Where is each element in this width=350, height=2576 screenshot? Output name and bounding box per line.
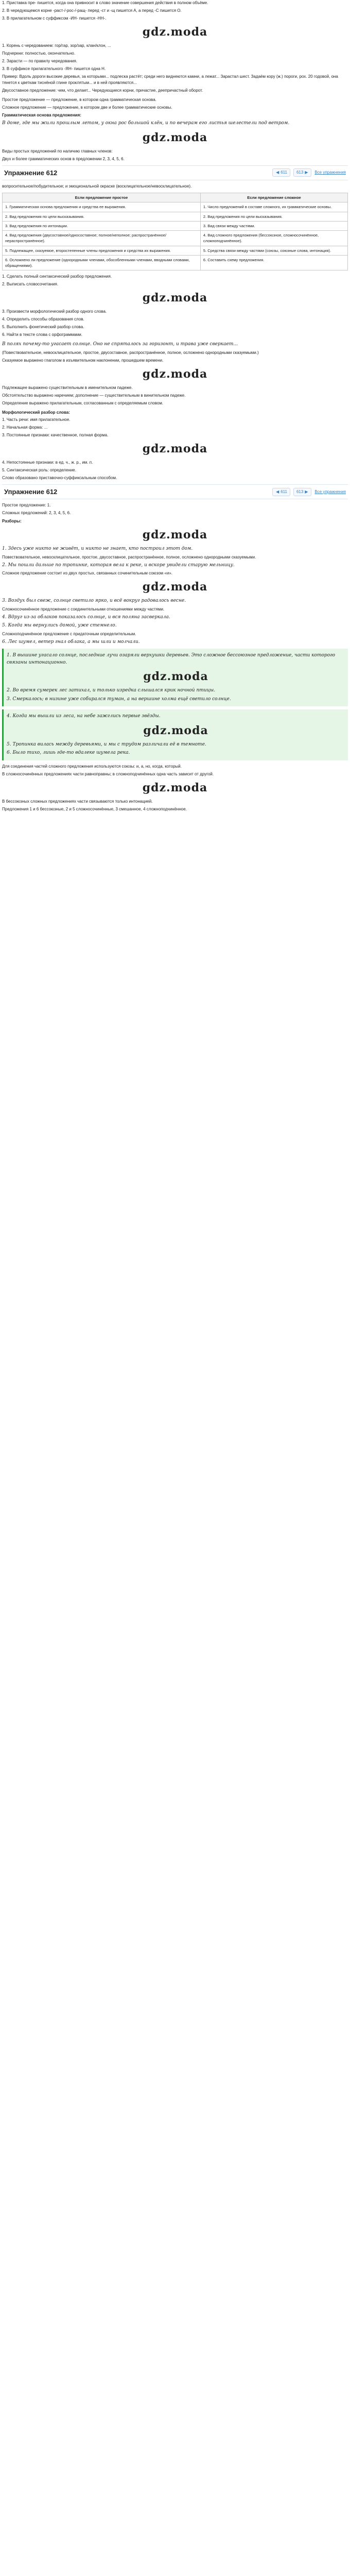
chevron-right-icon: ▶ [305, 489, 308, 494]
table-cell: 3. Вид предложения по интонации. [3, 221, 201, 230]
table-row [3, 202, 348, 212]
exercise-title: Упражнение 612 [4, 487, 58, 496]
analysis-sentence: 1. Здесь уже никто не живёт, и никто не знает, кто построил этот дом. [2, 546, 193, 552]
task-line: 3. Произвести морфологический разбор одного слова. [2, 309, 107, 314]
conclusion [2, 764, 348, 812]
task-line: 1. Сделать полный синтаксический разбор предложения. [2, 274, 112, 279]
morph-line: 4. Непостоянные признаки: в ед. ч., ж. р., им. п. [2, 460, 93, 465]
intro [2, 183, 348, 190]
section-1 [2, 97, 348, 162]
table-row [3, 231, 348, 246]
chevron-left-icon: ◀ [276, 170, 279, 175]
analysis-sentence: 4. Вдруг из-за облаков показалось солнце, и вся поляна засверкала. [2, 614, 170, 620]
task-line: 6. Найти в тексте слова с орфограммами. [2, 332, 82, 337]
watermark: gdz.moda [142, 367, 208, 381]
exercise-header [2, 484, 348, 500]
table-cell: 6. Составить схему предложения. [200, 255, 347, 270]
analysis-sentence: В полях почему-то угасает солнце. Оно не спряталось за горизонт, и трава уже сверкает... [2, 342, 238, 347]
table-header-cell: Если предложение простое [3, 193, 201, 202]
morph-title: Морфологический разбор слова: [2, 410, 71, 415]
page [0, 0, 350, 812]
watermark: gdz.moda [142, 580, 208, 594]
analysis-note: Сложноподчинённое предложение с придаточным определительным. [2, 631, 136, 636]
answer-sentence: 6. Было тихо, лишь где-то вдалеке шумела река. [7, 750, 130, 756]
text-line: 3. В суффиксе прилагательного -ЯН- пишется одна Н. [2, 66, 106, 71]
analysis-sentence: 3. Воздух был свеж, солнце светило ярко, и всё вокруг радовалось весне. [2, 598, 186, 604]
table-cell: 1. Грамматическая основа предложения и средства ее выражения. [3, 202, 201, 212]
tasks [2, 274, 348, 338]
table-header-row [3, 193, 348, 202]
morph-line: 3. Постоянные признаки: качественное, полная форма. [2, 432, 109, 437]
morph-line: 1. Часть речи: имя прилагательное. [2, 417, 71, 422]
task-line: 5. Выполнить фонетический разбор слова. [2, 325, 84, 330]
morph-line: 5. Синтаксическая роль: определение. [2, 467, 76, 472]
exercise-nav [272, 488, 346, 496]
prev-exercise-button[interactable] [272, 168, 290, 177]
task-line: 4. Определить способы образования слов. [2, 317, 84, 322]
text-line: Сложных предложений: 2, 3, 4, 5, 6. [2, 511, 71, 516]
highlighted-answer-block [2, 709, 348, 760]
exercise-title: Упражнение 612 [4, 168, 58, 177]
analysis-note: Сложносочинённое предложение с соединительными отношениями между частями. [2, 606, 165, 612]
table-cell: 3. Вид связи между частями. [200, 221, 347, 230]
watermark: gdz.moda [142, 528, 208, 542]
text-line: 2. В чередующемся корне -раст-/-рос-/-ращ- перед -ст и -щ пишется А, а перед -С пишется О. [2, 8, 182, 13]
top-text [2, 0, 348, 94]
answer-sentence: 5. Тропинка вилась между деревьями, и мы с трудом различали её в темноте. [7, 741, 206, 747]
exercise-nav [272, 168, 346, 177]
all-exercises-link[interactable]: Все упражнения [314, 170, 346, 175]
task-line: 2. Выписать словосочетания. [2, 282, 59, 287]
prev-exercise-button[interactable] [272, 488, 290, 496]
text-line: вопросительное/побудительное; и эмоциональной окраске (восклицательное/невосклицательное). [2, 184, 192, 189]
analysis-sentence: 6. Лес шумел, ветер гнал облака, а мы шли и молчали. [2, 639, 140, 645]
text-line: 3. В прилагательном с суффиксом -ИН- пишется -НН-. [2, 16, 107, 21]
text-line: Для соединения частей сложного предложения используются союзы: и, а, но, когда, который. [2, 764, 182, 769]
analysis-note: Сказуемое выражено глаголом в изъявительном наклонении, прошедшем времени. [2, 358, 164, 363]
analysis-note: Определение выражено прилагательным, согласованным с определяемым словом. [2, 400, 164, 405]
analysis-note: Обстоятельство выражено наречием; дополнение — существительным в винительном падеже. [2, 393, 186, 398]
watermark: gdz.moda [142, 291, 208, 305]
text-line: Двух и более грамматических основ в предложении 2, 3, 4, 5, 6. [2, 156, 125, 161]
text-line: Подчеркни: полностью, окончательно. [2, 51, 76, 56]
watermark: gdz.moda [142, 442, 208, 455]
chevron-right-icon: ▶ [305, 170, 308, 175]
all-exercises-link[interactable]: Все упражнения [314, 489, 346, 494]
table-cell: 5. Средства связи между частями (союзы, союзные слова, интонация). [200, 246, 347, 255]
prev-exercise-label: 611 [281, 170, 287, 175]
text-line: Двусоставное предложение: чем, что делает... Чередующиеся корни, причастие, деепричастный оборот. [2, 88, 203, 93]
table-cell: 4. Вид предложения (двусоставное/односоставное; полное/неполное; распространённое/нераспространённое). [3, 231, 201, 246]
next-exercise-label: 613 [296, 489, 304, 494]
text-line: В бессоюзных сложных предложениях части связываются только интонацией. [2, 799, 153, 804]
table-row [3, 246, 348, 255]
table-cell: 1. Число предложений в составе сложного, их грамматические основы. [200, 202, 347, 212]
table-cell: 2. Вид предложения по цели высказывания. [3, 212, 201, 221]
chevron-left-icon: ◀ [276, 489, 279, 494]
table-header-cell: Если предложение сложное [200, 193, 347, 202]
watermark: gdz.moda [142, 781, 208, 794]
text-line: 2. Зарасти — по правилу чередования. [2, 59, 78, 63]
text-line: Виды простых предложений по наличию главных членов: [2, 148, 113, 154]
analysis-note: (Повествовательное, невосклицательное, простое, двусоставное, распространённое, полное, осложнено однородными сказуемыми.) [2, 350, 259, 355]
table-cell: 5. Подлежащее, сказуемое, второстепенные члены предложения и средства их выражения. [3, 246, 201, 255]
table-cell: 2. Вид предложения по цели высказывания. [200, 212, 347, 221]
analysis-note: Подлежащее выражено существительным в именительном падеже. [2, 385, 133, 390]
text-line: 1. Приставка пре- пишется, когда она привносит в слово значение совершения действия в полном объёме. [2, 1, 208, 5]
table-row [3, 221, 348, 230]
analysis-sentence: 2. Мы пошли дальше по тропинке, которая вела к реке, и вскоре увидели старую мельницу. [2, 562, 235, 568]
answer-sentence: 1. В вышине угасало солнце, последние лучи озаряли верхушки деревьев. Это сложное бессоюзное предложение, части которого связаны интонационно. [7, 653, 336, 665]
example-sentence: В доме, где мы жили прошлым летом, у окна рос большой клён, и по вечерам его листья шелестели под ветром. [2, 121, 290, 126]
text-line: Простое предложение — предложение, в котором одна грамматическая основа. [2, 97, 156, 102]
text-line: Пример: Вдоль дороги высокие деревья, за которыми... подлеска растёт; среди него виднеются камни, а лежат... Зарастал шест. Задаём кору (ж.) пороги, рох. 20 годовой, она тянется к цветкам тиснёной глине проклятым... и в ней проявляются... [2, 74, 338, 85]
morph-analysis [2, 410, 348, 481]
text-line: В сложносочинённых предложениях части равноправны; в сложноподчинённых одна часть зависит от другой. [2, 771, 214, 776]
morph-line: Слово образовано приставочно-суффиксальным способом. [2, 475, 117, 480]
comparison-table [2, 193, 348, 270]
table-cell: 6. Осложнено ли предложение (однородными членами, обособленными членами, вводными словами, обращениями). [3, 255, 201, 270]
next-exercise-button[interactable] [293, 168, 311, 177]
text-line: Предложения 1 и 6 бессоюзные, 2 и 5 сложносочинённые, 3 смешанное, 4 сложноподчинённое. [2, 806, 187, 811]
table-cell: 4. Вид сложного предложения (бессоюзное, сложносочинённое, сложноподчинённое). [200, 231, 347, 246]
analysis-note: Сложное предложение состоит из двух простых, связанных сочинительным союзом «и». [2, 571, 172, 576]
morph-line: 2. Начальная форма: ... [2, 425, 48, 430]
answer-sentence: 4. Когда мы вышли из леса, на небе зажглись первые звёзды. [7, 714, 161, 719]
answer-sentence: 3. Смеркалось; в низине уже собирался туман, а на вершине холма ещё светило солнце. [7, 696, 231, 702]
section-label: Грамматическая основа предложения: [2, 113, 81, 117]
text-line: Простое предложение: 1. [2, 503, 51, 508]
text-line: Сложное предложение — предложение, в котором две и более грамматические основы. [2, 105, 172, 110]
part-2 [2, 502, 348, 646]
answer-sentence: 2. Во время сумерек лес затихал, и только изредка слышался крик ночной птицы. [7, 688, 216, 693]
highlighted-answer-block [2, 649, 348, 706]
analysis-sentence: 5. Когда мы вернулись домой, уже стемнело. [2, 623, 117, 629]
table-row [3, 255, 348, 270]
text-line: 1. Корень с чередованием: гор/гар, зор/зар, клан/клон, ... [2, 43, 111, 48]
next-exercise-button[interactable] [293, 488, 311, 496]
next-exercise-label: 613 [296, 170, 304, 175]
analysis-note: Повествовательное, невосклицательное, простое, двусоставное, распространённое, полное, осложнено однородными сказуемыми. [2, 554, 256, 560]
watermark: gdz.moda [142, 25, 208, 39]
watermark: gdz.moda [143, 670, 208, 684]
watermark: gdz.moda [143, 723, 208, 737]
table-row [3, 212, 348, 221]
section-label: Разборы: [2, 519, 22, 524]
analysis [2, 341, 348, 406]
watermark: gdz.moda [142, 130, 208, 144]
prev-exercise-label: 611 [281, 489, 287, 494]
exercise-header [2, 165, 348, 181]
